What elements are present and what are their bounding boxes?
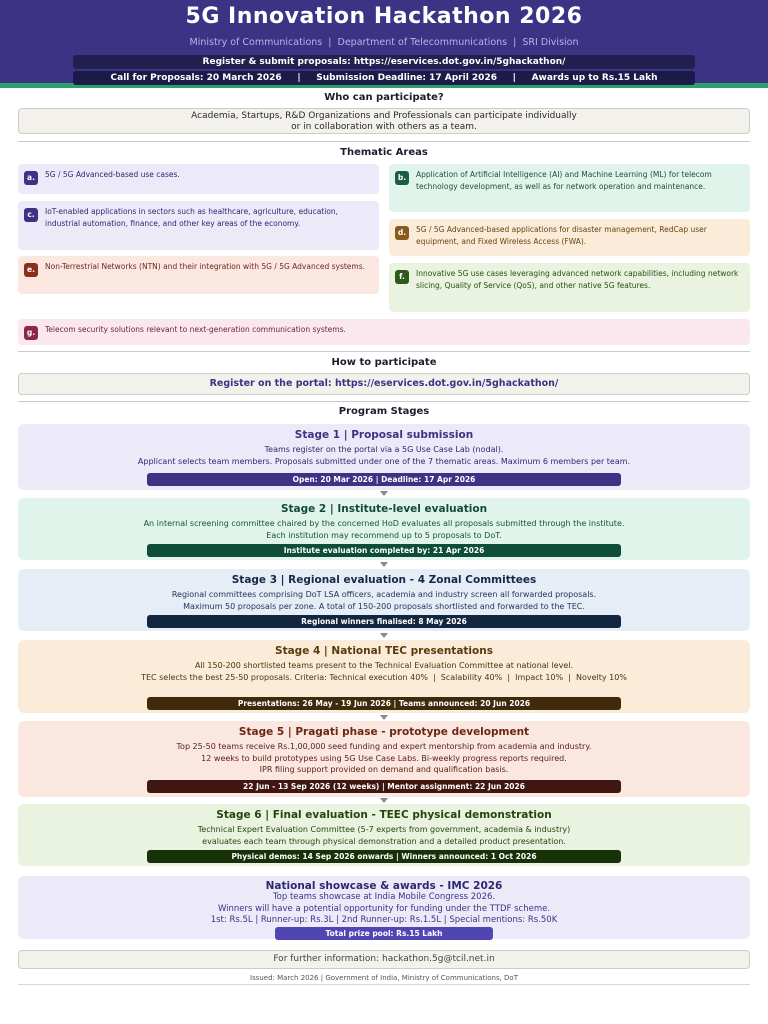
divider [18, 351, 750, 352]
header-subtitle: Ministry of Communications | Department of Telecommunications | SRI Division [189, 37, 579, 48]
stage-line: Technical Expert Evaluation Committee (5-7 experts from government, academia & industry) [197, 825, 571, 834]
stage-dates-pill: Open: 20 Mar 2026 | Deadline: 17 Apr 2026 [147, 473, 621, 486]
stage-card-1 [18, 424, 750, 490]
stage-title: Stage 5 | Pragati phase - prototype development [238, 726, 530, 738]
stage-dates-pill: Presentations: 26 May - 19 Jun 2026 | Teams announced: 20 Jun 2026 [147, 697, 621, 710]
register-portal-link[interactable]: Register on the portal: https://eservices.dot.gov.in/5ghackathon/ [209, 378, 559, 389]
page-title: 5G Innovation Hackathon 2026 [185, 4, 583, 29]
stage-title: Stage 4 | National TEC presentations [275, 645, 493, 657]
thematic-text: IoT-enabled applications in sectors such as healthcare, agriculture, education, industrial automation, finance, and other key areas of the economy. [45, 207, 339, 228]
thematic-text: Non-Terrestrial Networks (NTN) and their integration with 5G / 5G Advanced systems. [45, 262, 366, 271]
down-arrow-icon [380, 562, 388, 567]
register-url-banner[interactable]: Register & submit proposals: https://eservices.dot.gov.in/5ghackathon/ [73, 55, 695, 69]
stage-line: An internal screening committee chaired by the concerned HoD evaluates all proposals submitted through the institute. [143, 519, 625, 528]
who-line-1: Academia, Startups, R&D Organizations and Professionals can participate individually [191, 111, 577, 121]
down-arrow-icon [380, 798, 388, 803]
thematic-text: Application of Artificial Intelligence (AI) and Machine Learning (ML) for telecom technology development, as well as for network operation and maintenance. [416, 170, 712, 191]
thematic-badge: g. [24, 326, 38, 340]
key-dates-banner: Call for Proposals: 20 March 2026 | Submission Deadline: 17 April 2026 | Awards up to Rs.15 Lakh [73, 71, 695, 85]
stage-card-5 [18, 721, 750, 797]
showcase-card [18, 876, 750, 939]
stage-line: Teams register on the portal via a 5G Use Case Lab (nodal). [264, 445, 504, 454]
prize-breakdown: 1st: Rs.5L | Runner-up: Rs.3L | 2nd Runner-up: Rs.1.5L | Special mentions: Rs.50K [210, 915, 558, 925]
stage-line: evaluates each team through physical demonstration and a detailed product presentation. [202, 836, 566, 846]
thematic-card-g [18, 319, 750, 345]
prize-pool-pill: Total prize pool: Rs.15 Lakh [275, 927, 493, 940]
stage-title: Stage 2 | Institute-level evaluation [280, 503, 488, 515]
stage-dates-pill: Regional winners finalised: 8 May 2026 [147, 615, 621, 628]
stage-card-4 [18, 640, 750, 713]
stage-description [58, 518, 710, 541]
thematic-card-f [389, 263, 750, 312]
showcase-description [58, 892, 710, 927]
stage-line: TEC selects the best 25-50 proposals. Criteria: Technical execution 40% | Scalability 40% | Impact 10% | Novelty 10% [141, 672, 627, 682]
stage-description [58, 444, 710, 467]
stage-title: Stage 3 | Regional evaluation - 4 Zonal Committees [231, 574, 537, 586]
divider [18, 141, 750, 142]
how-box [18, 373, 750, 395]
stage-dates-pill: Institute evaluation completed by: 21 Apr 2026 [147, 544, 621, 557]
stage-description [58, 660, 710, 683]
thematic-text: 5G / 5G Advanced-based use cases. [45, 170, 180, 179]
stage-line: Regional committees comprising DoT LSA officers, academia and industry screen all forwarded proposals. [171, 590, 597, 599]
who-box [18, 108, 750, 134]
thematic-badge: a. [24, 171, 38, 185]
contact-info[interactable]: For further information: hackathon.5g@tcil.net.in [273, 954, 495, 964]
thematic-card-c [18, 201, 379, 250]
stage-line: Top 25-50 teams receive Rs.1,00,000 seed funding and expert mentorship from academia and industry. [176, 742, 592, 751]
stage-title: Stage 1 | Proposal submission [294, 429, 474, 441]
who-heading: Who can participate? [324, 92, 444, 103]
thematic-badge: e. [24, 263, 38, 277]
stage-line: All 150-200 shortlisted teams present to the Technical Evaluation Committee at national level. [194, 661, 574, 670]
how-heading: How to participate [331, 357, 437, 368]
showcase-line: Winners will have a potential opportunity for funding under the TTDF scheme. [217, 903, 551, 914]
showcase-title: National showcase & awards - IMC 2026 [265, 880, 503, 892]
stage-description [58, 741, 710, 776]
thematic-badge: b. [395, 171, 409, 185]
stage-description [58, 824, 710, 847]
thematic-card-a [18, 164, 379, 194]
stage-line: Each institution may recommend up to 5 proposals to DoT. [266, 530, 502, 540]
thematic-badge: f. [395, 270, 409, 284]
thematic-heading: Thematic Areas [340, 147, 428, 158]
thematic-badge: d. [395, 226, 409, 240]
down-arrow-icon [380, 633, 388, 638]
thematic-text: Innovative 5G use cases leveraging advanced network capabilities, including network slicing, Quality of Service (QoS), and other native 5G features. [416, 269, 739, 290]
issued-line: Issued: March 2026 | Government of India, Ministry of Communications, DoT [250, 974, 518, 982]
stage-line: Applicant selects team members. Proposals submitted under one of the 7 thematic areas. Maximum 6 members per team. [137, 456, 631, 466]
stage-dates-pill: Physical demos: 14 Sep 2026 onwards | Winners announced: 1 Oct 2026 [147, 850, 621, 863]
down-arrow-icon [380, 715, 388, 720]
stage-card-2 [18, 498, 750, 560]
showcase-line: Top teams showcase at India Mobile Congress 2026. [272, 892, 496, 902]
down-arrow-icon [380, 491, 388, 496]
stages-heading: Program Stages [338, 406, 430, 417]
stage-line: 12 weeks to build prototypes using 5G Use Case Labs. Bi-weekly progress reports required. [201, 753, 567, 763]
thematic-card-b [389, 164, 750, 212]
thematic-text: Telecom security solutions relevant to next-generation communication systems. [45, 325, 346, 334]
divider [18, 401, 750, 402]
divider [18, 984, 750, 985]
stage-line: Maximum 50 proposals per zone. A total of 150-200 proposals shortlisted and forwarded to the TEC. [183, 601, 585, 611]
thematic-card-d [389, 219, 750, 256]
thematic-badge: c. [24, 208, 38, 222]
stage-title: Stage 6 | Final evaluation - TEEC physical demonstration [216, 809, 552, 821]
contact-box [18, 950, 750, 969]
stage-line: IPR filing support provided on demand and qualification basis. [259, 765, 509, 774]
thematic-text: 5G / 5G Advanced-based applications for disaster management, RedCap user equipment, and Fixed Wireless Access (FWA). [416, 225, 707, 246]
stage-card-3 [18, 569, 750, 631]
stage-description [58, 589, 710, 612]
who-line-2: or in collaboration with others as a team. [291, 122, 477, 132]
stage-card-6 [18, 804, 750, 866]
thematic-card-e [18, 256, 379, 294]
stage-dates-pill: 22 Jun - 13 Sep 2026 (12 weeks) | Mentor assignment: 22 Jun 2026 [147, 780, 621, 793]
